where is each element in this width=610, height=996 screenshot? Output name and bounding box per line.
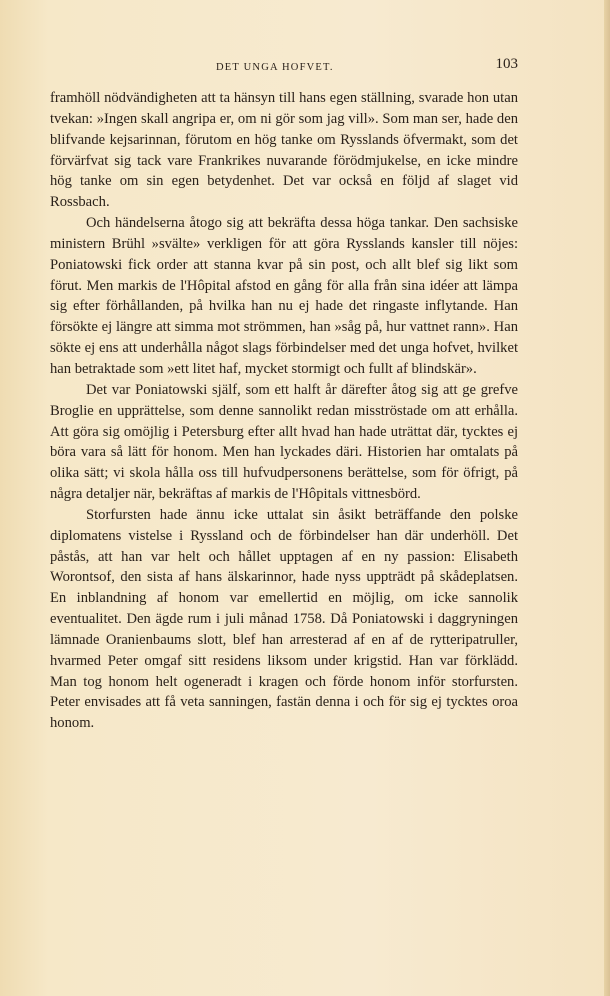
page-header xyxy=(48,56,518,78)
page-edge xyxy=(604,0,610,996)
body-text xyxy=(50,88,518,734)
page-number: 103 xyxy=(495,56,518,72)
paragraph: Det var Poniatowski själf, som ett halft år därefter åtog sig att ge grefve Broglie en upprättelse, som denne sannolikt redan misströstade om att erhålla. Att göra sig omöjlig i Petersburg efter allt hvad han hade uträttat där, tycktes ej böra vara så lätt för honom. Men han lyckades däri. Historien har omtalats på olika sätt; vi skola hålla oss till hufvudpersonens berättelse, som för öfrigt, på några detaljer när, bekräftas af markis de l'Hôpitals vittnesbörd. xyxy=(50,381,518,503)
running-head: DET UNGA HOFVET. xyxy=(216,62,334,73)
paragraph: Storfursten hade ännu icke uttalat sin åsikt beträffande den polske diplomatens vistelse i Ryssland och de förbindelser han där underhöll. Det påstås, att han var helt och hållet upptagen af en ny passion: Elisabeth Worontsof, den sista af hans älskarinnor, hade nyss uppträdt på skådeplatsen. En inblandning af honom var emellertid en möjlig, om icke sannolik eventualitet. Den ägde rum i juli månad 1758. Då Poniatowski i daggryningen lämnade Oranienbaums slott, blef han arresterad af en af de rytteripatruller, hvarmed Peter omgaf sitt residens liksom under krigstid. Han var förklädd. Man tog honom helt ogeneradt i kragen och förde honom inför storfursten. Peter envisades att få veta sanningen, fastän denna i och för sig ej tycktes oroa honom. xyxy=(50,506,518,732)
paragraph: framhöll nödvändigheten att ta hänsyn till hans egen ställning, svarade hon utan tvekan: »Ingen skall angripa er, om ni gör som jag vill». Som man ser, hade den blifvande kejsarinnan, förutom en hög tanke om Rysslands öfvermakt, som det förvärfvat sig tack vare Frankrikes nuvarande förödmjukelse, en icke mindre hög tanke om sin egen betydenhet. Det var också en följd af slaget vid Rossbach. xyxy=(50,90,518,211)
paragraph: Och händelserna åtogo sig att bekräfta dessa höga tankar. Den sachsiske ministern Brühl »svälte» verkligen för att göra Rysslands kansler till nöjes: Poniatowski fick order att stanna kvar på sin post, och allt blef sig likt som förut. Men markis de l'Hôpital afstod en gång för alla från sina idéer att lämpa sig efter förhållanden, på hvilka han nu ej hade det ringaste inflytande. Han försökte ej längre att simma mot strömmen, han »såg på, hur vattnet rann». Han sökte ej ens att underhålla något slags förbindelser med det unga hofvet, hvilket han betraktade som »ett litet haf, mycket stormigt och fullt af blindskär». xyxy=(50,215,518,377)
